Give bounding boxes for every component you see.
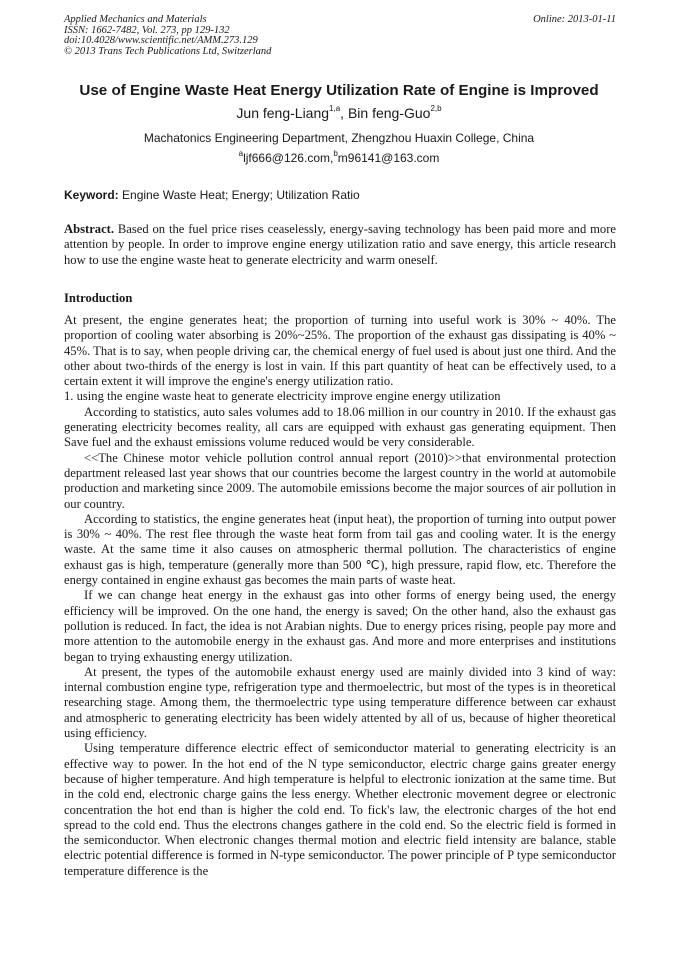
issn-line: ISSN: 1662-7482, Vol. 273, pp 129-132 xyxy=(64,24,230,36)
paragraph: According to statistics, auto sales volumes add to 18.06 million in our country in 2010. If the exhaust gas generating electricity becomes reality, all cars are equipped with exhaust gas generating equipment. Then Save fuel and the exhaust emissions volume reduced would be very considerable. xyxy=(64,404,616,450)
affiliation: Machatonics Engineering Department, Zhengzhou Huaxin College, China xyxy=(143,131,535,145)
abstract-label: Abstract. xyxy=(64,222,115,236)
email-b: m96141@163.com xyxy=(337,151,440,165)
subsection-heading: 1. using the engine waste heat to generate electricity improve engine energy utilization xyxy=(64,389,501,404)
introduction-body xyxy=(64,313,616,879)
copyright-line: © 2013 Trans Tech Publications Ltd, Switzerland xyxy=(64,45,272,57)
paragraph: According to statistics, the engine generates heat (input heat), the proportion of turning into output power is 30% ~ 40%. The rest flee through the waste heat form from tail gas and cooling water. It is the energy waste. At the same time it also causes on atmospheric thermal pollution. The characteristics of engine exhaust gas is high, temperature (generally more than 500 ℃), high pressure, rapid flow, etc. Therefore the energy contained in engine exhaust gas becomes the main parts of waste heat. xyxy=(64,511,616,588)
author-separator: , xyxy=(340,105,348,121)
author-line xyxy=(0,105,678,121)
doi-line: doi:10.4028/www.scientific.net/AMM.273.129 xyxy=(64,35,258,47)
email-b-marker: b xyxy=(333,149,338,158)
keyword-text: Engine Waste Heat; Energy; Utilization Ratio xyxy=(118,188,360,202)
paragraph: Using temperature difference electric effect of semiconductor material to generating electricity is an effective way to power. In the hot end of the N type semiconductor, electric charge gains greater energy because of higher temperature. And high temperature is helpful to electronic ionization at the same time. But in the cold end, electronic charge gains the less energy. Whether electronic movement degree or electronic concentration the hot end than is higher the cold end. To fick's law, the electronic charges of the hot end spread to the cold end. Thus the electrons changes gathere in the cold end. So the electric field is formed in the semiconductor. When electronic changes thermal motion and electric field intensity are balance, stable electric potential difference is formed in N-type semiconductor. The power principle of P type semiconductor temperature difference is the xyxy=(64,741,616,878)
email-a: ljf666@126.com, xyxy=(243,151,334,165)
author-2: Bin feng-Guo xyxy=(347,105,431,121)
author-1-affil: 1,a xyxy=(329,104,341,114)
keywords xyxy=(64,188,616,202)
abstract-text: Based on the fuel price rises ceaselessly, energy-saving technology has been paid more and more attention by people. In order to improve engine energy utilization ratio and save energy, this article research how to use the engine waste heat to generate electricity and warm oneself. xyxy=(64,222,616,267)
paragraph: <<The Chinese motor vehicle pollution control annual report (2010)>>that environmental protection department released last year shows that our countries become the largest country in the world at automobile production and marketing since 2009. The automobile emissions become the major sources of air pollution in our country. xyxy=(64,450,616,511)
abstract xyxy=(64,222,616,268)
email-a-marker: a xyxy=(238,149,244,158)
journal-name: Applied Mechanics and Materials xyxy=(64,14,207,25)
keyword-label: Keyword: xyxy=(64,188,119,202)
header-row xyxy=(64,15,616,26)
online-date: Online: 2013-01-11 xyxy=(533,14,616,25)
email-line xyxy=(0,151,678,165)
paragraph: If we can change heat energy in the exhaust gas into other forms of energy being used, the energy efficiency will be improved. On the one hand, the energy is saved; On the other hand, also the exhaust gas pollution is reduced. In fact, the idea is not Arabian nights. Due to energy prices rising, people pay more and more attention to the automobile energy in the exhaust gas. And more and more enterprises and institutions began to trying exhausting energy utilization. xyxy=(64,588,616,664)
paragraph: At present, the types of the automobile exhaust energy used are mainly divided into 3 kind of way: internal combustion engine type, refrigeration type and thermoelectric, but most of the types is in theoretical researching stage. Among them, the thermoelectric type using temperature difference between car exhaust and atmospheric to generating electricity has been widely attented by all of us, because of higher theoretical using efficiency. xyxy=(64,664,616,741)
author-1: Jun feng-Liang xyxy=(236,105,330,121)
paper-title: Use of Engine Waste Heat Energy Utilization Rate of Engine is Improved xyxy=(79,82,599,99)
journal-header xyxy=(64,15,616,57)
author-2-affil: 2,b xyxy=(430,104,442,114)
section-heading-introduction: Introduction xyxy=(64,291,133,305)
paragraph: At present, the engine generates heat; the proportion of turning into useful work is 30% ~ 40%. The proportion of cooling water absorbing is 20%~25%. The proportion of the exhaust gas dissipating is 40% ~ 45%. That is to say, when people driving car, the chemical energy of fuel used is about just one third. And the other about two-thirds of the energy is lost in vain. If this part quantity of heat can be effectively used, to a certain extent it will improve the engine's energy utilization ratio. xyxy=(64,313,616,389)
